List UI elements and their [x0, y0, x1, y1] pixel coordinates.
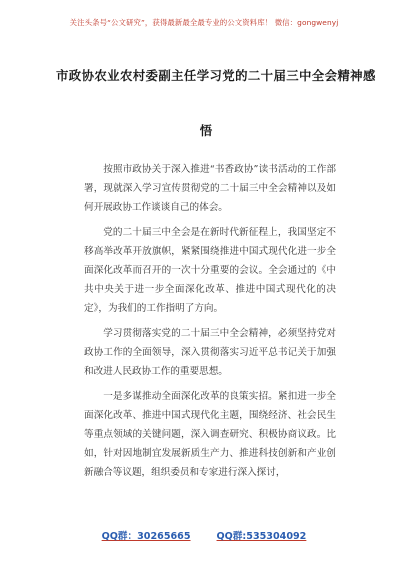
footer	[0, 528, 408, 542]
banner-text: 关注头条号“公文研究”，获得最新最全最专业的公文资料库！ 微信：gongwenyj	[69, 17, 339, 27]
header-banner	[0, 0, 408, 44]
footer-qq-group-1[interactable]: QQ群：30265665	[101, 531, 191, 542]
document-title-line-1: 市政协农业农村委副主任学习党的二十届三中全会精神感	[56, 68, 376, 83]
paragraph-2: 党的二十届三中全会是在新时代新征程上，我国坚定不移高举改革开放旗帜，紧紧围绕推进中国式现代化进一步全面深化改革而召开的一次十分重要的会议。全会通过的《中共中央关于进一步全面深化改革、推进中国式现代化的决定》，为我们的工作指明了方向。	[84, 226, 336, 315]
paragraph-4: 一是多谋推动全面深化改革的良策实招。紧扣进一步全面深化改革、推进中国式现代化主题，围绕经济、社会民生等重点领域的关键问题，深入调查研究、积极协商议政。比如，针对因地制宜发展新质生产力、推进科技创新和产业创新融合等议题，组织委员和专家进行深入探讨，	[84, 391, 336, 479]
document-title-line-2: 悟	[199, 123, 213, 138]
paragraph-3: 学习贯彻落实党的二十届三中全会精神，必须坚持党对政协工作的全面领导，深入贯彻落实习近平总书记关于加强和改进人民政协工作的重要思想。	[84, 328, 336, 378]
document-body	[84, 160, 336, 488]
paragraph-1: 按照市政协关于深入推进“书香政协”读书活动的工作部署，现就深入学习宣传贯彻党的二十届三中全会精神以及如何开展政协工作谈谈自己的体会。	[84, 164, 336, 214]
footer-qq-group-2[interactable]: QQ群:535304092	[216, 531, 307, 542]
